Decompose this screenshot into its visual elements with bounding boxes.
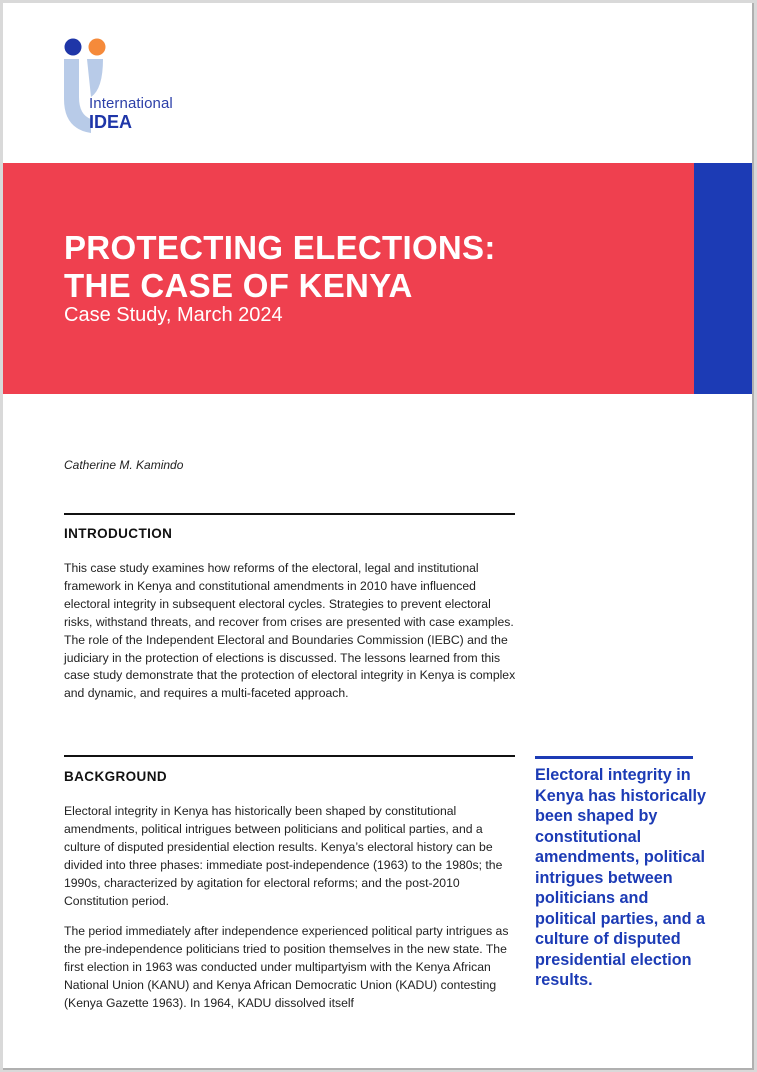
introduction-text: This case study examines how reforms of the electoral, legal and institutional framework in Kenya and constitutional amendments in 2010 have influenced electoral integrity in subsequent electoral cycles. Strategies to prevent electoral risks, withstand threats, and recover from crises are presented with case examples. The role of the Independent Electoral and Boundaries Commission (IEBC) and the judiciary in the protection of elections is discussed. The lessons learned from this case study demonstrate that the protection of electoral integrity in Kenya is complex and dynamic, and requires a multi-faceted approach. bbox=[64, 561, 516, 701]
logo-text-idea: IDEA bbox=[89, 112, 133, 132]
document-title bbox=[64, 229, 664, 305]
document-page bbox=[3, 3, 754, 1070]
background-rule bbox=[64, 755, 515, 757]
introduction-heading: INTRODUCTION bbox=[64, 526, 173, 541]
title-line-2: THE CASE OF KENYA bbox=[64, 267, 413, 304]
logo-text-international: International bbox=[89, 95, 173, 112]
author-name: Catherine M. Kamindo bbox=[64, 458, 184, 472]
title-line-1: PROTECTING ELECTIONS: bbox=[64, 229, 496, 266]
background-paragraph-1: Electoral integrity in Kenya has historically been shaped by constitutional amendments, political intrigues between politicians and political parties, and a culture of disputed presidential election results. Kenya’s electoral history can be divided into three phases: immediate post-independence (1963) to the 1980s; the 1990s, characterized by agitation for electoral reforms; and the post-2010 Constitution period. bbox=[64, 804, 503, 908]
document-subtitle: Case Study, March 2024 bbox=[64, 304, 283, 326]
international-idea-logo bbox=[61, 37, 201, 137]
title-banner-accent bbox=[694, 163, 752, 394]
pull-quote: Electoral integrity in Kenya has historically been shaped by constitutional amendments, political intrigues between politicians and political parties, and a culture of disputed presidential election results. bbox=[535, 766, 706, 989]
pull-quote-rule bbox=[535, 756, 693, 759]
background-heading: BACKGROUND bbox=[64, 769, 167, 784]
background-paragraph-2: The period immediately after independence experienced political party intrigues as the pre-independence politicians tried to position themselves in the new state. The first election in 1963 was conducted under multipartyism with the Kenya African National Union (KANU) and Kenya African Democratic Union (KADU) contesting (Kenya Gazette 1963). In 1964, KADU dissolved itself bbox=[64, 924, 509, 1010]
introduction-rule bbox=[64, 513, 515, 515]
